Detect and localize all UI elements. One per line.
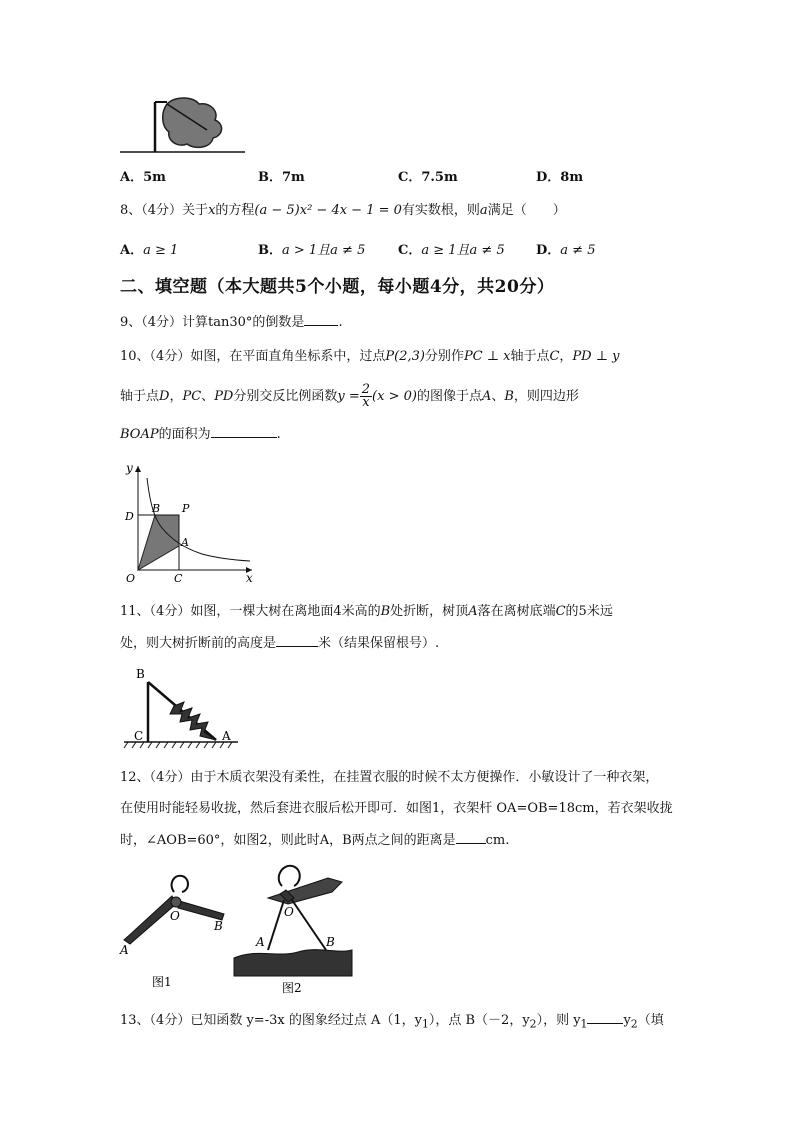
- q12-fig2-label-b: B: [326, 935, 335, 949]
- q12-fig2-label-o: O: [284, 905, 294, 919]
- q10-fraction: $\frac{2}{x}$: [361, 382, 371, 410]
- q12-fig2-caption: 图2: [282, 981, 302, 995]
- q11-label-b: B: [136, 667, 145, 681]
- q12-fig2-label-a: A: [256, 935, 265, 949]
- q10-label-b: B: [152, 502, 161, 515]
- q8-option-b: B．a > 1且a ≠ 5: [258, 243, 366, 258]
- q10-label-d: D: [125, 510, 134, 523]
- q12-fig1-caption: 图1: [152, 975, 172, 989]
- q7-option-d: D．8m: [536, 170, 584, 185]
- q11-label-c: C: [134, 729, 144, 743]
- q7-figure: [115, 92, 250, 154]
- q8-option-c: C．a ≥ 1且a ≠ 5: [398, 243, 505, 258]
- q12-fig1-label-a: A: [120, 943, 129, 957]
- q7-option-c: C．7.5m: [398, 170, 458, 185]
- q12-line-2: 在使用时能轻易收拢，然后套进衣服后松开即可．如图1，衣架杆 OA=OB=18cm，若衣架收拢: [120, 801, 673, 816]
- q8-stem: 8、（4分）关于x的方程(a − 5)x² − 4x − 1 = 0有实数根，则a满足（ ）: [120, 203, 566, 218]
- q10-label-o: O: [126, 572, 136, 585]
- q10-line-1: 10、（4分）如图，在平面直角坐标系中，过点P(2,3)分别作PC ⊥ x轴于点C，PD ⊥ y: [120, 349, 620, 364]
- q12-line-1: 12、（4分）由于木质衣架没有柔性，在挂置衣服的时候不太方便操作．小敏设计了一种衣架，: [120, 770, 659, 785]
- q10-label-y: y: [126, 461, 133, 475]
- q13-answer-blank[interactable]: [587, 1011, 623, 1024]
- q11-figure: [118, 662, 246, 752]
- q9-answer-blank[interactable]: [304, 313, 338, 326]
- q11-label-a: A: [222, 729, 231, 743]
- q8-option-d: D．a ≠ 5: [536, 243, 596, 258]
- q10-line-3: BOAP的面积为 .: [120, 427, 281, 442]
- q12-figure-2: [228, 858, 358, 996]
- q11-line-2: 处，则大树折断前的高度是 米（结果保留根号）.: [120, 636, 440, 651]
- q12-fig1-label-o: O: [170, 909, 180, 923]
- q7-option-a: A．5m: [120, 170, 166, 185]
- q10-answer-blank[interactable]: [211, 425, 277, 438]
- q10-figure: [122, 458, 262, 586]
- q12-line-3: 时，∠AOB=60°，如图2，则此时A，B两点之间的距离是 cm.: [120, 833, 510, 848]
- q10-label-p: P: [182, 502, 190, 515]
- q10-label-x: x: [246, 571, 253, 585]
- q7-option-b: B．7m: [258, 170, 305, 185]
- q8-option-a: A．a ≥ 1: [120, 243, 179, 258]
- q10-label-a: A: [181, 536, 189, 549]
- q11-line-1: 11、（4分）如图，一棵大树在离地面4米高的B处折断，树顶A落在离树底端C的5米远: [120, 604, 613, 619]
- q11-answer-blank[interactable]: [276, 634, 318, 647]
- section-heading: 二、填空题（本大题共5个小题，每小题4分，共20分）: [120, 277, 555, 297]
- q12-answer-blank[interactable]: [456, 831, 486, 844]
- q10-label-c: C: [174, 572, 183, 585]
- q9-stem: 9、（4分）计算tan30°的倒数是 .: [120, 315, 343, 330]
- q10-line-2: 轴于点D，PC、PD分别交反比例函数y = $\frac{2}{x}$ (x > 0)的图像于点A、B，则四边形: [120, 382, 579, 410]
- q13-stem: 13、（4分）已知函数 y=-3x 的图象经过点 A（1，$y_1$），点 B（－2，$y_2$），则 $y_1$ $y_2$（填: [120, 1013, 664, 1031]
- q12-figure-1: [116, 862, 232, 990]
- q12-fig1-label-b: B: [214, 919, 223, 933]
